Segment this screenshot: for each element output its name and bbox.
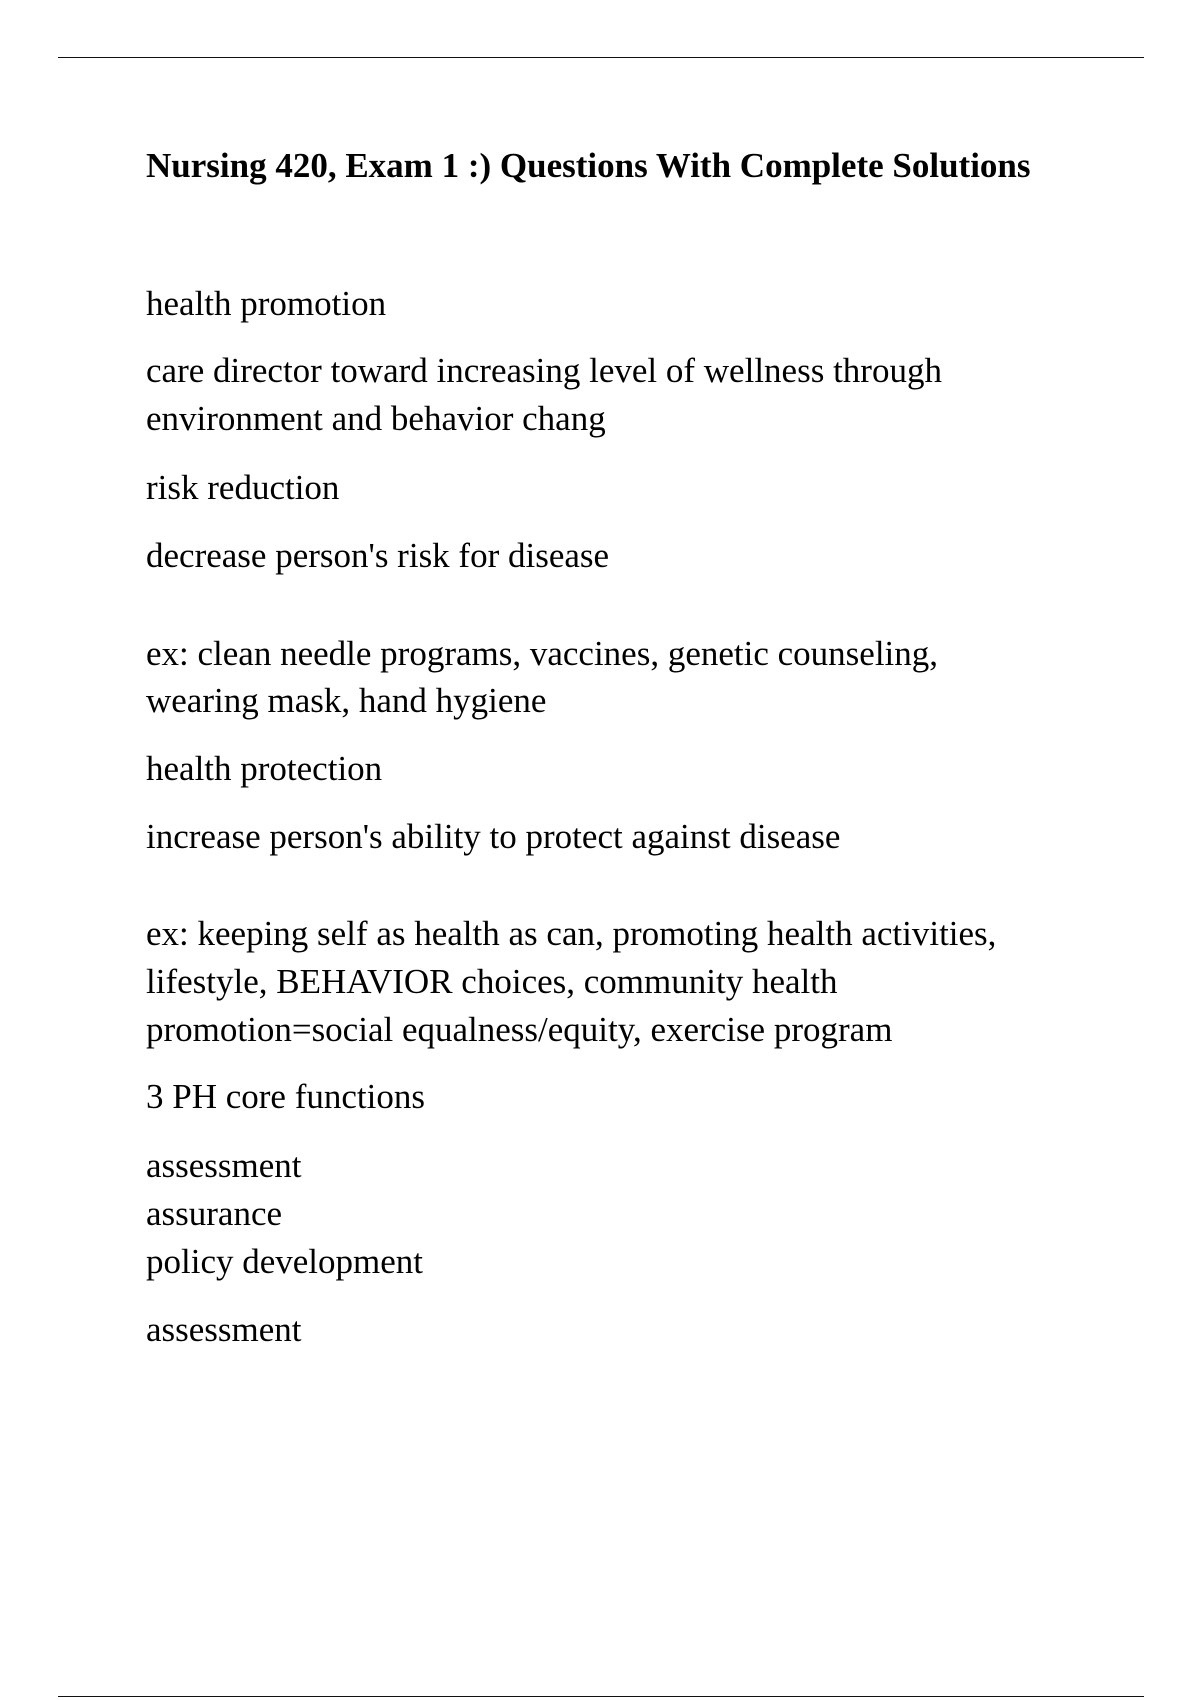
term-risk-reduction: risk reduction bbox=[146, 468, 340, 507]
example-line: ex: clean needle programs, vaccines, genetic counseling, bbox=[146, 634, 939, 673]
term-health-protection: health protection bbox=[146, 749, 383, 788]
top-divider bbox=[58, 57, 1144, 58]
document-title: Nursing 420, Exam 1 :) Questions With Complete Solutions bbox=[146, 146, 1031, 185]
example-line: ex: keeping self as health as can, promoting health activities, bbox=[146, 914, 997, 953]
definition-line: increase person's ability to protect against disease bbox=[146, 817, 841, 856]
definition-line: care director toward increasing level of wellness through bbox=[146, 351, 942, 390]
example-line: wearing mask, hand hygiene bbox=[146, 681, 547, 720]
list-item: policy development bbox=[146, 1242, 424, 1281]
term-ph-core-functions: 3 PH core functions bbox=[146, 1077, 425, 1116]
list-item: assurance bbox=[146, 1194, 283, 1233]
term-assessment: assessment bbox=[146, 1310, 302, 1349]
definition-line: environment and behavior chang bbox=[146, 399, 606, 438]
example-line: promotion=social equalness/equity, exercise program bbox=[146, 1010, 893, 1049]
definition-line: decrease person's risk for disease bbox=[146, 536, 610, 575]
example-line: lifestyle, BEHAVIOR choices, community health bbox=[146, 962, 838, 1001]
bottom-divider bbox=[58, 1696, 1144, 1697]
list-item: assessment bbox=[146, 1146, 302, 1185]
term-health-promotion: health promotion bbox=[146, 284, 387, 323]
